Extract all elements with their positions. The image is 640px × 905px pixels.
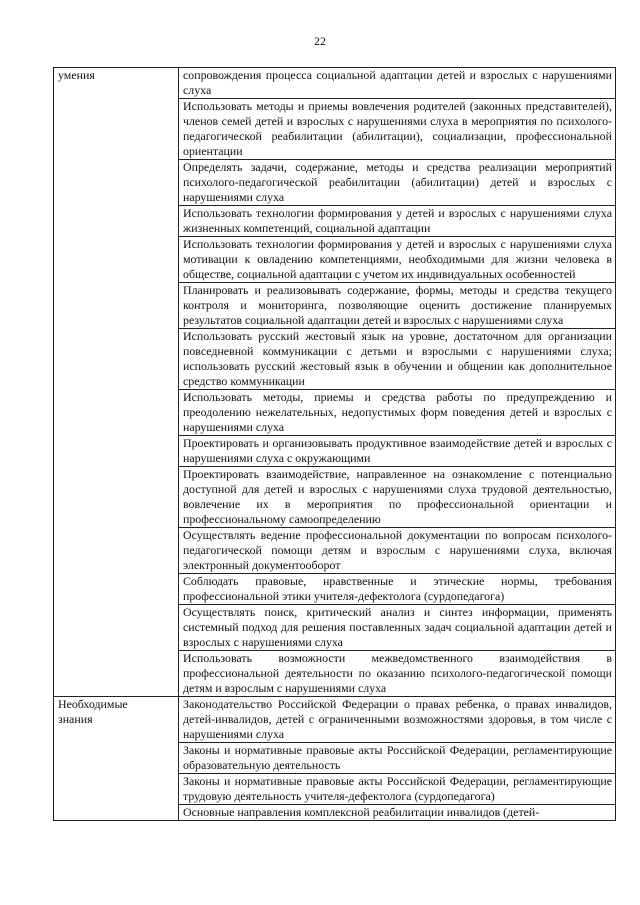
table-cell: Законы и нормативные правовые акты Российской Федерации, регламентирующие трудовую деятельность учителя-дефектолога (сурдопедагога) bbox=[179, 774, 616, 805]
row-label-skills: умения bbox=[54, 68, 179, 697]
table-row bbox=[54, 68, 616, 99]
table-cell: сопровождения процесса социальной адаптации детей и взрослых с нарушениями слуха bbox=[179, 68, 616, 99]
table-cell: Основные направления комплексной реабилитации инвалидов (детей- bbox=[179, 805, 616, 821]
table-cell: Проектировать и организовывать продуктивное взаимодействие детей и взрослых с нарушениями слуха с окружающими bbox=[179, 436, 616, 467]
table-cell: Осуществлять поиск, критический анализ и синтез информации, применять системный подход для решения поставленных задач социальной адаптации детей и взрослых с нарушениями слуха bbox=[179, 605, 616, 651]
row-label-knowledge-line1: Необходимые bbox=[58, 697, 128, 711]
row-label-knowledge-line2: знания bbox=[58, 712, 93, 726]
table-row bbox=[54, 697, 616, 743]
table-cell: Использовать технологии формирования у детей и взрослых с нарушениями слуха жизненных компетенций, социальной адаптации bbox=[179, 206, 616, 237]
table-cell: Соблюдать правовые, нравственные и этические нормы, требования профессиональной этики учителя-дефектолога (сурдопедагога) bbox=[179, 574, 616, 605]
table-cell: Использовать технологии формирования у детей и взрослых с нарушениями слуха мотивации к овладению компетенциями, необходимыми для жизни человека в обществе, социальной адаптации с учетом их индивидуальных особенностей bbox=[179, 237, 616, 283]
table-cell: Использовать русский жестовый язык на уровне, достаточном для организации повседневной коммуникации с детьми и взрослыми с нарушениями слуха; использовать русский жестовый язык в обучении и общении как дополнительное средство коммуникации bbox=[179, 329, 616, 390]
table-cell: Использовать возможности межведомственного взаимодействия в профессиональной деятельности по оказанию психолого-педагогической помощи детям и взрослым с нарушениями слуха bbox=[179, 651, 616, 697]
table-cell: Законы и нормативные правовые акты Российской Федерации, регламентирующие образовательную деятельность bbox=[179, 743, 616, 774]
table-cell: Определять задачи, содержание, методы и средства реализации мероприятий психолого-педагогической реабилитации (абилитации) детей и взрослых с нарушениями слуха bbox=[179, 160, 616, 206]
table-cell: Проектировать взаимодействие, направленное на ознакомление с потенциально доступной для детей и взрослых с нарушениями слуха трудовой деятельностью, вовлечение их в мероприятия по профессиональной ориентации и профессиональному самоопределению bbox=[179, 467, 616, 528]
table-cell: Планировать и реализовывать содержание, формы, методы и средства текущего контроля и мониторинга, позволяющие оценить достижение планируемых результатов социальной адаптации детей и взрослых с нарушениями слуха bbox=[179, 283, 616, 329]
table-cell: Законодательство Российской Федерации о правах ребенка, о правах инвалидов, детей-инвалидов, детей с ограниченными возможностями здоровья, в том числе с нарушениями слуха bbox=[179, 697, 616, 743]
competency-table bbox=[53, 67, 616, 821]
row-label-knowledge bbox=[54, 697, 179, 821]
table-cell: Использовать методы и приемы вовлечения родителей (законных представителей), членов семей детей и взрослых с нарушениями слуха в мероприятия по психолого-педагогической реабилитации (абилитации), социализации, профессиональной ориентации bbox=[179, 99, 616, 160]
page-number: 22 bbox=[314, 34, 326, 48]
table-cell: Осуществлять ведение профессиональной документации по вопросам психолого-педагогической помощи детям и взрослым с нарушениями слуха, включая электронный документооборот bbox=[179, 528, 616, 574]
table-cell: Использовать методы, приемы и средства работы по предупреждению и преодолению нежелательных, недопустимых форм поведения детей и взрослых с нарушениями слуха bbox=[179, 390, 616, 436]
